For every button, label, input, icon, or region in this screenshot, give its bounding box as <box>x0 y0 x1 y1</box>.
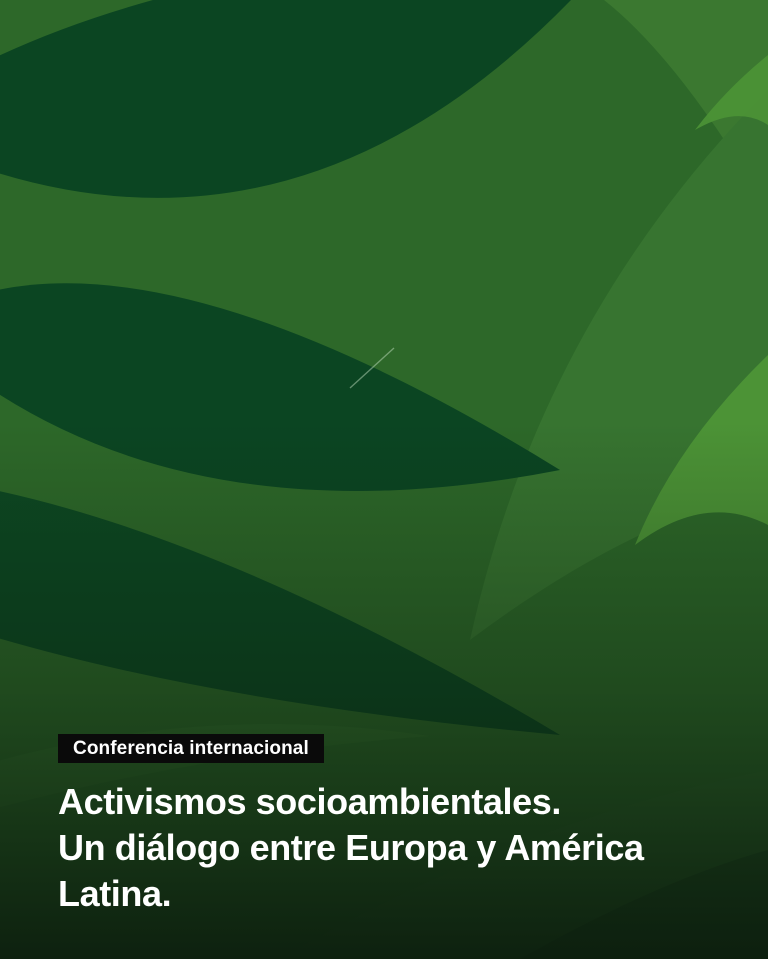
event-title <box>58 779 748 917</box>
event-type-badge <box>58 734 324 763</box>
event-title-line-1: Activismos socioambientales. <box>58 781 561 822</box>
poster-text-block <box>58 734 748 917</box>
event-title-line-2: Un diálogo entre Europa y América <box>58 827 644 868</box>
event-type-badge-label: Conferencia internacional <box>73 738 309 759</box>
event-title-line-3: Latina. <box>58 873 172 914</box>
